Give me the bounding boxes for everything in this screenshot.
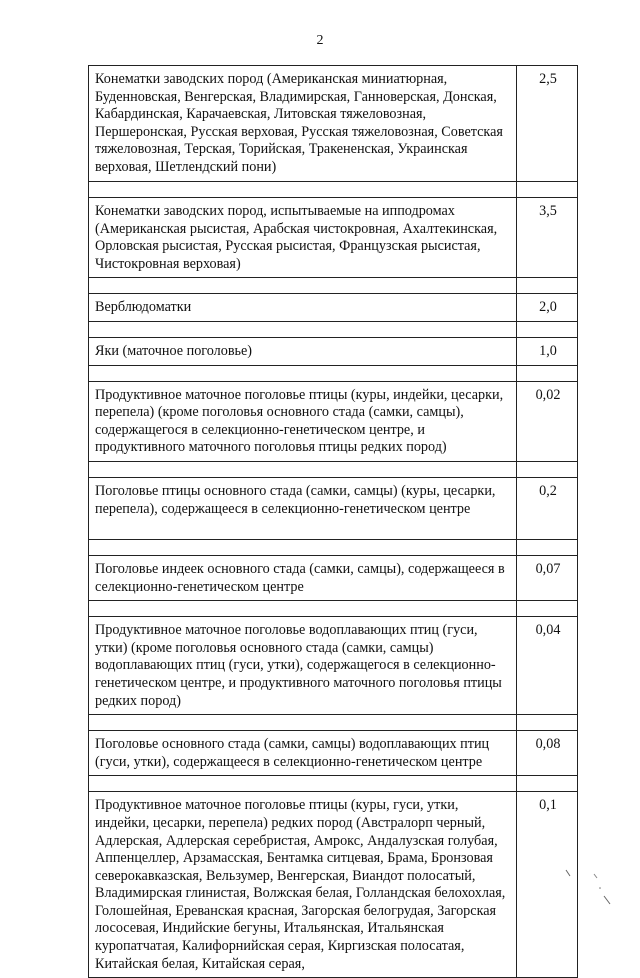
row-value: 2,0 (517, 294, 578, 322)
row-value: 3,5 (517, 198, 578, 278)
row-value: 0,08 (517, 731, 578, 776)
row-description: Верблюдоматки (89, 294, 517, 322)
row-description: Яки (маточное поголовье) (89, 337, 517, 365)
table-row (89, 555, 578, 600)
scan-marks (560, 858, 620, 908)
table-row (89, 337, 578, 365)
row-description: Поголовье основного стада (самки, самцы) водоплавающих птиц (гуси, утки), содержащееся в селекционно-генетическом центре (89, 731, 517, 776)
table-row (89, 731, 578, 776)
row-description: Продуктивное маточное поголовье птицы (куры, индейки, цесарки, перепела) (кроме поголовья основного стада (самки, самцы), содержащегося в селекционно-генетическом центре, и продуктивного маточного поголовья птицы редких пород) (89, 381, 517, 461)
row-value: 0,07 (517, 555, 578, 600)
table-row (89, 381, 578, 461)
row-description: Поголовье индеек основного стада (самки, самцы), содержащееся в селекционно-генетическом центре (89, 555, 517, 600)
table-row (89, 477, 578, 539)
row-description: Поголовье птицы основного стада (самки, самцы) (куры, цесарки, перепела), содержащееся в селекционно-генетическом центре (89, 477, 517, 539)
table-row (89, 66, 578, 182)
row-value: 0,04 (517, 617, 578, 715)
coefficient-table (88, 65, 578, 978)
row-value: 0,2 (517, 477, 578, 539)
row-value: 2,5 (517, 66, 578, 182)
table-row (89, 294, 578, 322)
table-row (89, 198, 578, 278)
row-description: Продуктивное маточное поголовье водоплавающих птиц (гуси, утки) (кроме поголовья основного стада (самки, самцы) водоплавающих птиц (гуси, утки), содержащегося в селекционно-генетическом центре, и продуктивного маточного поголовья птицы редких пород) (89, 617, 517, 715)
row-description: Конематки заводских пород (Американская миниатюрная, Буденновская, Венгерская, Владимирская, Ганноверская, Донская, Кабардинская, Карачаевская, Литовская тяжеловозная, Першеронская, Русская верховая, Русская тяжеловозная, Советская тяжеловозная, Терская, Торийская, Тракененская, Украинская верховая, Шетлендский пони) (89, 66, 517, 182)
row-value: 0,1 (517, 792, 578, 978)
row-value: 0,02 (517, 381, 578, 461)
row-description: Конематки заводских пород, испытываемые на ипподромах (Американская рысистая, Арабская чистокровная, Ахалтекинская, Орловская рысистая, Русская рысистая, Французская рысистая, Чистокровная верховая) (89, 198, 517, 278)
row-description: Продуктивное маточное поголовье птицы (куры, гуси, утки, индейки, цесарки, перепела) редких пород (Австралорп черный, Адлерская, Адлерская серебристая, Амрокс, Андалузская голубая, Аппенцеллер, Арзамасская, Бентамка ситцевая, Брама, Бронзовая северокавказская, Вельзумер, Венгерская, Виандот полосатый, Владимирская глинистая, Волжская белая, Голландская белохохлая, Голошейная, Ереванская красная, Загорская белогрудая, Загорская лососевая, Индийские бегуны, Итальянская, Итальянская куропатчатая, Калифорнийская серая, Киргизская полосатая, Китайская белая, Китайская серая, (89, 792, 517, 978)
table-row (89, 792, 578, 978)
row-value: 1,0 (517, 337, 578, 365)
page-number: 2 (316, 33, 324, 48)
table-row (89, 617, 578, 715)
